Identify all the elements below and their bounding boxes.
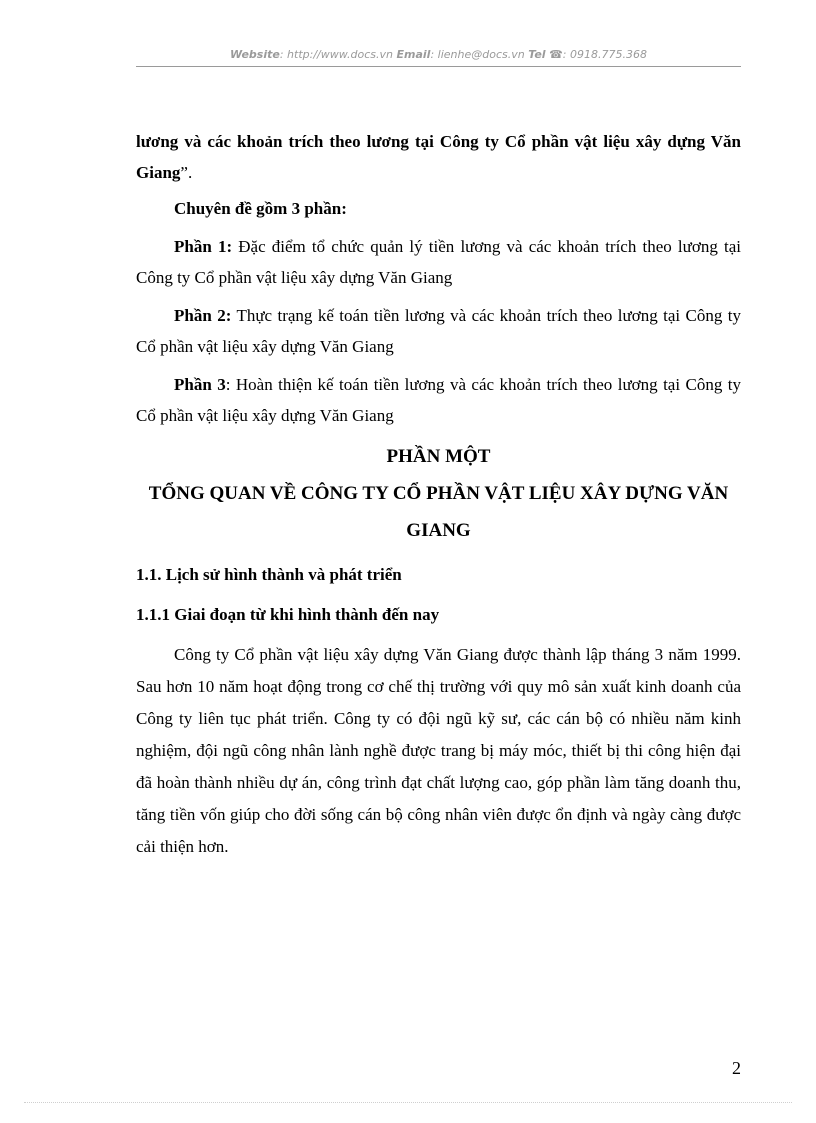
part-3-paragraph bbox=[136, 369, 741, 431]
page-content bbox=[136, 126, 741, 863]
phone-icon: ☎ bbox=[549, 48, 563, 61]
part-2-label: Phần 2: bbox=[174, 306, 232, 325]
overview-text: Chuyên đề gồm 3 phần: bbox=[174, 199, 347, 218]
website-url: : http://www.docs.vn bbox=[279, 48, 394, 61]
continuation-paragraph bbox=[136, 126, 741, 188]
section-1-1-heading: 1.1. Lịch sử hình thành và phát triển bbox=[136, 565, 402, 584]
part-1-text: Đặc điểm tổ chức quản lý tiền lương và các khoản trích theo lương tại Công ty Cổ phần vật liệu xây dựng Văn Giang bbox=[136, 237, 741, 287]
part-2-paragraph bbox=[136, 300, 741, 362]
chapter-title-heading: TỔNG QUAN VỀ CÔNG TY CỔ PHẦN VẬT LIỆU XÂY DỰNG VĂN GIANG bbox=[148, 483, 729, 541]
page-number: 2 bbox=[732, 1058, 741, 1078]
part-1-label: Phần 1: bbox=[174, 237, 233, 256]
body-paragraph: Công ty Cổ phần vật liệu xây dựng Văn Giang được thành lập tháng 3 năm 1999. Sau hơn 10 năm hoạt động trong cơ chế thị trường với quy mô sản xuất kinh doanh của Công ty liên tục phát triển. Công ty có đội ngũ kỹ sư, các cán bộ có nhiều năm kinh nghiệm, đội ngũ công nhân lành nghề được trang bị máy móc, thiết bị thi công hiện đại đã hoàn thành nhiều dự án, công trình đạt chất lượng cao, góp phần làm tăng doanh thu, tăng tiền vốn giúp cho đời sống cán bộ công nhân viên được ổn định và ngày càng được cải thiện hơn. bbox=[136, 645, 741, 856]
continuation-end: ”. bbox=[180, 163, 193, 182]
tel-label: Tel bbox=[528, 48, 546, 61]
part-2-text: Thực trạng kế toán tiền lương và các khoản trích theo lương tại Công ty Cổ phần vật liệu xây dựng Văn Giang bbox=[136, 306, 741, 356]
website-label: Website bbox=[230, 48, 280, 61]
header-rule bbox=[136, 66, 741, 67]
email-value: : lienhe@docs.vn bbox=[430, 48, 525, 61]
email-label: Email bbox=[396, 48, 431, 61]
part-3-text: : Hoàn thiện kế toán tiền lương và các khoản trích theo lương tại Công ty Cổ phần vật liệu xây dựng Văn Giang bbox=[136, 375, 741, 425]
part-3-label: Phần 3 bbox=[174, 375, 226, 394]
footer-rule bbox=[24, 1102, 792, 1103]
part-1-paragraph bbox=[136, 231, 741, 293]
overview-paragraph bbox=[136, 193, 741, 224]
tel-value: : 0918.775.368 bbox=[562, 48, 647, 61]
chapter-part-heading: PHẦN MỘT bbox=[386, 446, 491, 467]
continuation-bold: lương và các khoản trích theo lương tại Công ty Cổ phần vật liệu xây dựng Văn Giang bbox=[136, 132, 741, 182]
page-header bbox=[136, 48, 741, 61]
section-1-1-1-heading: 1.1.1 Giai đoạn từ khi hình thành đến nay bbox=[136, 605, 440, 624]
